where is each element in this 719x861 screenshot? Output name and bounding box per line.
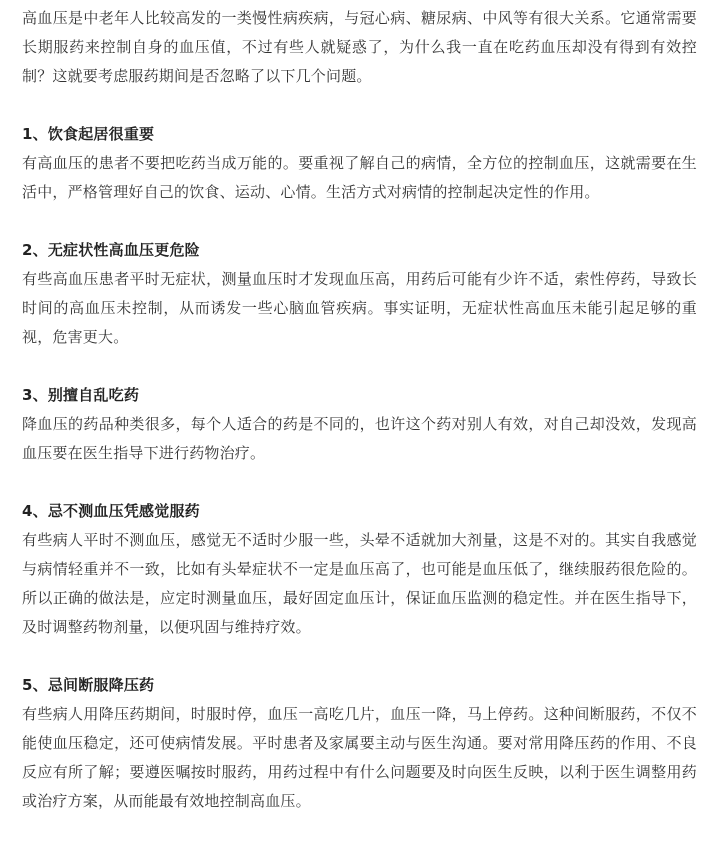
section-body: 有高血压的患者不要把吃药当成万能的。要重视了解自己的病情，全方位的控制血压，这就需要在生活中，严格管理好自己的饮食、运动、心情。生活方式对病情的控制起决定性的作用。 (22, 154, 697, 201)
section-heading: 1、饮食起居很重要 (22, 125, 155, 143)
section-heading: 5、忌间断服降压药 (22, 676, 155, 694)
intro-paragraph: 高血压是中老年人比较高发的一类慢性病疾病，与冠心病、糖尿病、中风等有很大关系。它通常需要长期服药来控制自身的血压值，不过有些人就疑惑了，为什么我一直在吃药血压却没有得到有效控制？这就要考虑服药期间是否忽略了以下几个问题。 (22, 9, 697, 85)
section-body: 降血压的药品种类很多，每个人适合的药是不同的，也许这个药对别人有效，对自己却没效，发现高血压要在医生指导下进行药物治疗。 (22, 415, 697, 462)
section-heading: 3、别擅自乱吃药 (22, 386, 140, 404)
section-4 (22, 497, 697, 642)
section-1 (22, 120, 697, 207)
section-body: 有些病人用降压药期间，时服时停，血压一高吃几片，血压一降，马上停药。这种间断服药，不仅不能使血压稳定，还可使病情发展。平时患者及家属要主动与医生沟通。要对常用降压药的作用、不良反应有所了解；要遵医嘱按时服药，用药过程中有什么问题要及时向医生反映，以利于医生调整用药或治疗方案，从而能最有效地控制高血压。 (22, 705, 697, 810)
section-3 (22, 381, 697, 468)
section-2 (22, 236, 697, 352)
section-5 (22, 671, 697, 816)
section-heading: 4、忌不测血压凭感觉服药 (22, 502, 200, 520)
section-body: 有些高血压患者平时无症状，测量血压时才发现血压高，用药后可能有少许不适，索性停药，导致长时间的高血压未控制，从而诱发一些心脑血管疾病。事实证明，无症状性高血压未能引起足够的重视，危害更大。 (22, 270, 697, 346)
section-body: 有些病人平时不测血压，感觉无不适时少服一些，头晕不适就加大剂量，这是不对的。其实自我感觉与病情轻重并不一致，比如有头晕症状不一定是血压高了，也可能是血压低了，继续服药很危险的。所以正确的做法是，应定时测量血压，最好固定血压计，保证血压监测的稳定性。并在医生指导下，及时调整药物剂量，以便巩固与维持疗效。 (22, 531, 697, 636)
section-heading: 2、无症状性高血压更危险 (22, 241, 200, 259)
